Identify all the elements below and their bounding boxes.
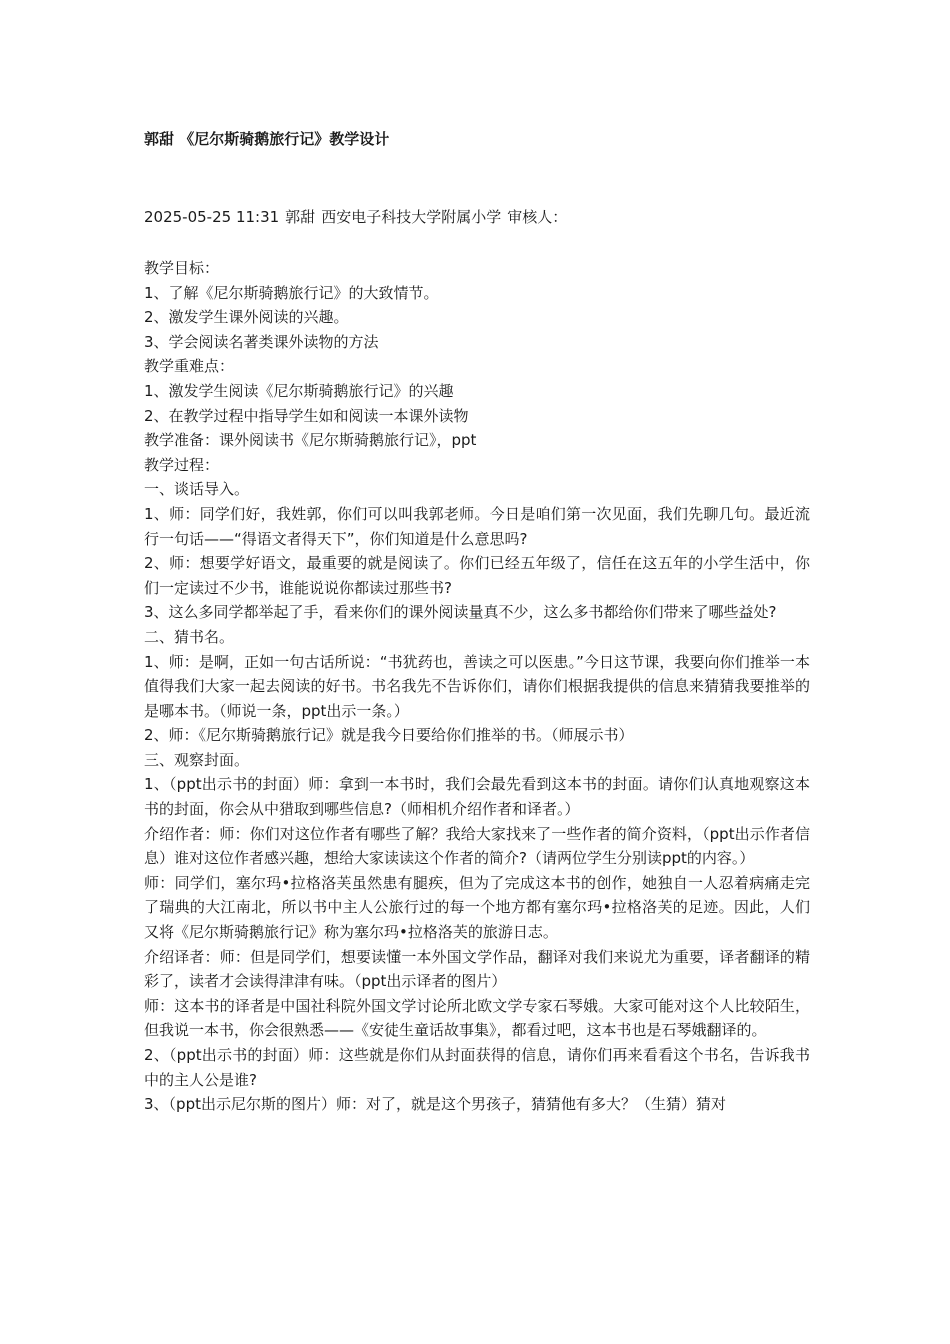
paragraph: 师：同学们，塞尔玛•拉格洛芙虽然患有腿疾，但为了完成这本书的创作，她独自一人忍着病痛走完了瑞典的大江南北，所以书中主人公旅行过的每一个地方都有塞尔玛•拉格洛芙的足迹。因此，人们又将《尼尔斯骑鹅旅行记》称为塞尔玛•拉格洛芙的旅游日志。 [144, 873, 810, 942]
paragraph: 教学准备：课外阅读书《尼尔斯骑鹅旅行记》，ppt [144, 431, 477, 450]
paragraph: 教学重难点： [144, 357, 235, 376]
paragraph: 1、激发学生阅读《尼尔斯骑鹅旅行记》的兴趣 [144, 381, 454, 400]
paragraph: 2、师：《尼尔斯骑鹅旅行记》就是我今日要给你们推举的书。（师展示书） [144, 726, 634, 745]
meta-reviewer: 审核人： [507, 208, 568, 226]
paragraph: 3、这么多同学都举起了手，看来你们的课外阅读量真不少，这么多书都给你们带来了哪些益处? [144, 603, 777, 622]
document-title: 郭甜 《尼尔斯骑鹅旅行记》教学设计 [144, 130, 390, 148]
paragraph: 二、猜书名。 [144, 627, 235, 646]
paragraph: 3、（ppt出示尼尔斯的图片）师：对了，就是这个男孩子，猜猜他有多大？（生猜）猜对 [144, 1095, 726, 1114]
paragraph: 2、激发学生课外阅读的兴趣。 [144, 308, 349, 327]
paragraph: 2、师：想要学好语文，最重要的就是阅读了。你们已经五年级了，信任在这五年的小学生活中，你们一定读过不少书，谁能说说你都读过那些书? [144, 554, 810, 597]
paragraph: 介绍作者：师：你们对这位作者有哪些了解？我给大家找来了一些作者的简介资料，（ppt出示作者信息）谁对这位作者感兴趣，想给大家读读这个作者的简介?（请两位学生分别读ppt的内容。） [144, 824, 810, 868]
paragraph: 1、了解《尼尔斯骑鹅旅行记》的大致情节。 [144, 283, 439, 302]
meta-school: 西安电子科技大学附属小学 [321, 208, 502, 226]
paragraph: 1、师：是啊，正如一句古话所说：“书犹药也，善读之可以医患。”今日这节课，我要向你们推举一本值得我们大家一起去阅读的好书。书名我先不告诉你们，请你们根据我提供的信息来猜猜我要推举的是哪本书。（师说一条，ppt出示一条。） [144, 652, 810, 720]
meta-datetime: 2025-05-25 11:31 [144, 208, 280, 226]
paragraph: 1、师：同学们好，我姓郭，你们可以叫我郭老师。今日是咱们第一次见面，我们先聊几句。最近流行一句话——“得语文者得天下”，你们知道是什么意思吗? [144, 504, 810, 548]
paragraph: 2、（ppt出示书的封面）师：这些就是你们从封面获得的信息，请你们再来看看这个书名，告诉我书中的主人公是谁? [144, 1046, 810, 1089]
paragraph: 1、（ppt出示书的封面）师：拿到一本书时，我们会最先看到这本书的封面。请你们认真地观察这本书的封面，你会从中猎取到哪些信息?（师相机介绍作者和译者。） [144, 775, 810, 819]
paragraph: 三、观察封面。 [144, 750, 250, 769]
document-body [144, 256, 810, 1117]
paragraph: 师：这本书的译者是中国社科院外国文学讨论所北欧文学专家石琴娥。大家可能对这个人比较陌生，但我说一本书，你会很熟悉——《安徒生童话故事集》，都看过吧，这本书也是石琴娥翻译的。 [144, 996, 810, 1040]
paragraph: 一、谈话导入。 [144, 480, 250, 499]
meta-author: 郭甜 [285, 208, 316, 226]
paragraph: 教学目标： [144, 259, 220, 277]
paragraph: 3、学会阅读名著类课外读物的方法 [144, 332, 379, 351]
document-meta [144, 206, 567, 227]
paragraph: 教学过程： [144, 455, 220, 474]
paragraph: 介绍译者：师：但是同学们，想要读懂一本外国文学作品，翻译对我们来说尤为重要，译者翻译的精彩了，读者才会读得津津有味。（ppt出示译者的图片） [144, 947, 810, 991]
paragraph: 2、在教学过程中指导学生如和阅读一本课外读物 [144, 406, 469, 425]
